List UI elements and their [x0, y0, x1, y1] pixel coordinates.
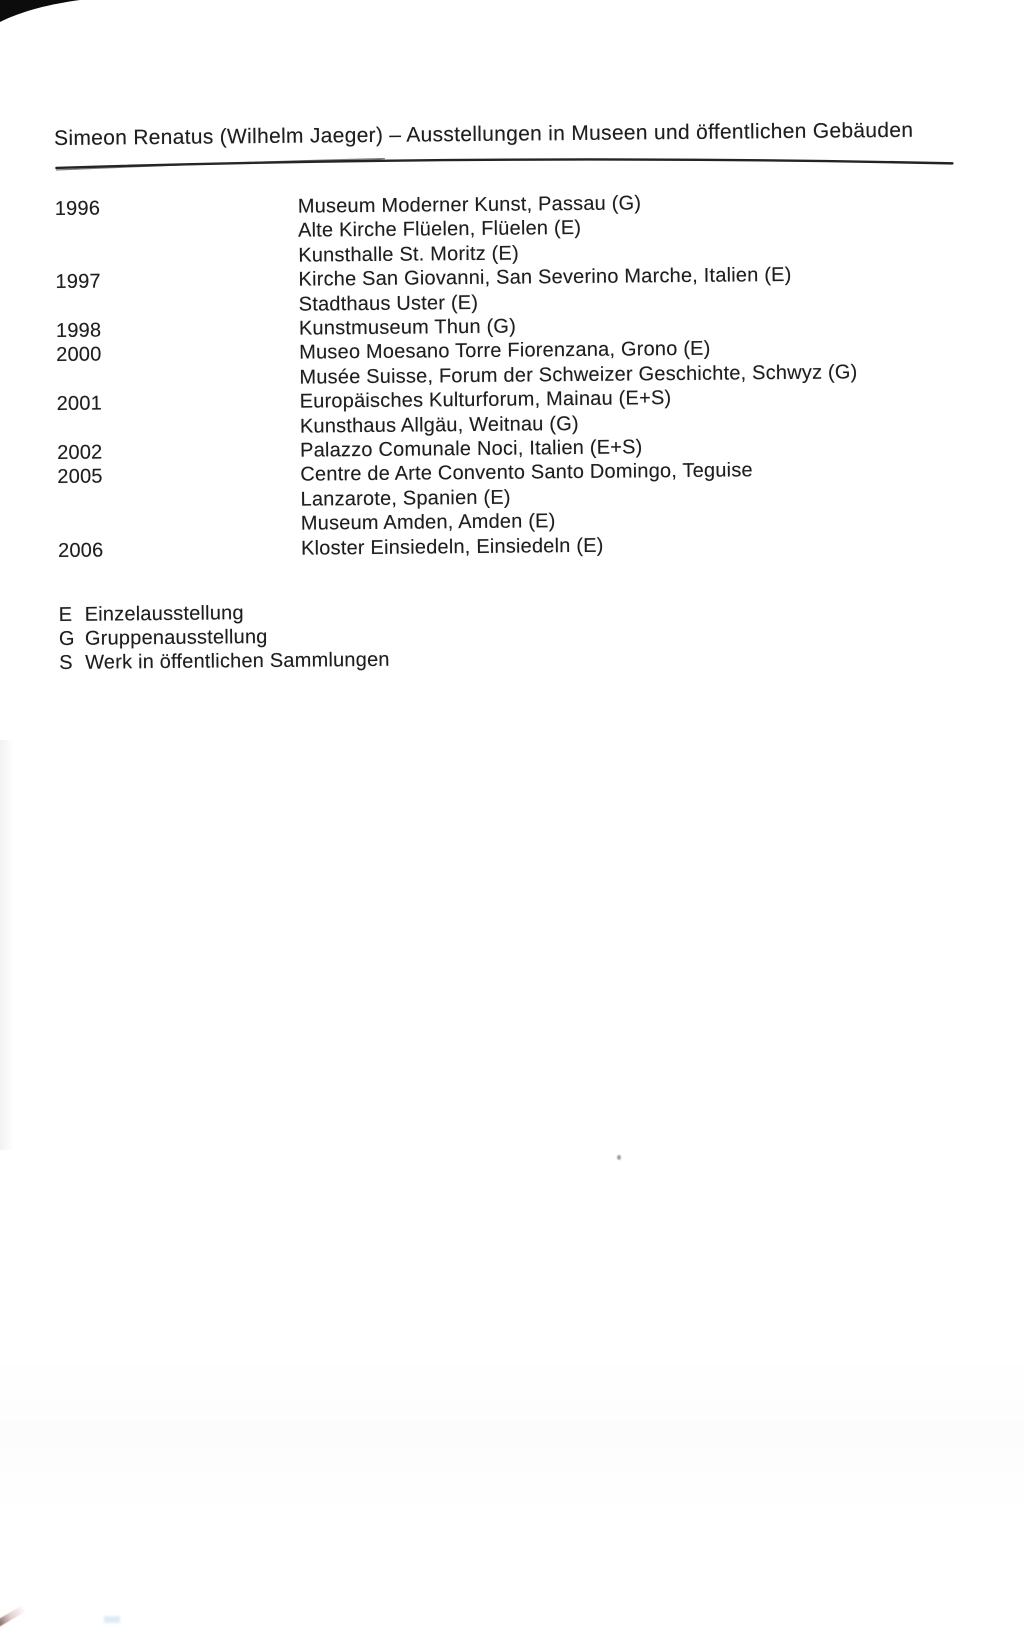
legend-code: G: [58, 627, 75, 651]
exhibition-group: [55, 188, 1001, 270]
year-label: 2005: [57, 466, 103, 489]
exhibition-lines: [298, 188, 1001, 268]
legend-label: Einzelausstellung: [84, 602, 244, 626]
legend-label: Gruppenausstellung: [84, 626, 268, 650]
scan-tint-artifact: [104, 1616, 120, 1623]
year-label: 1998: [55, 319, 102, 343]
year-label: 2002: [57, 441, 103, 465]
exhibition-entry: Museo Moesano Torre Fiorenzana, Grono (E): [299, 338, 711, 365]
exhibition-lines: [298, 261, 1000, 317]
exhibition-entry: Stadthaus Uster (E): [298, 291, 479, 316]
legend-code: E: [58, 603, 73, 627]
scan-shading-left-artifact: [0, 740, 14, 1150]
exhibition-entry: Centre de Arte Convento Santo Domingo, Teguise: [300, 459, 753, 487]
exhibition-entry: Alte Kirche Flüelen, Flüelen (E): [297, 217, 582, 243]
exhibition-entry: Europäisches Kulturforum, Mainau (E+S): [299, 387, 672, 413]
exhibition-lines: [300, 456, 1003, 536]
scan-speck-artifact: [617, 1155, 621, 1160]
exhibition-entry: Museum Moderner Kunst, Passau (G): [297, 192, 642, 218]
exhibition-entry: Museum Amden, Amden (E): [300, 510, 556, 535]
exhibition-group: [57, 456, 1003, 538]
year-label: 2001: [56, 392, 103, 416]
exhibition-entry: Palazzo Comunale Noci, Italien (E+S): [300, 436, 643, 462]
exhibition-entry: Lanzarote, Spanien (E): [300, 486, 511, 511]
legend-code: S: [59, 651, 73, 675]
document-content: [54, 117, 1004, 675]
exhibition-entry: Kloster Einsiedeln, Einsiedeln (E): [300, 534, 604, 560]
scan-shading-bottom-artifact: [0, 1350, 1024, 1520]
exhibition-entry: Kunstmuseum Thun (G): [298, 315, 517, 340]
exhibition-entry: Musée Suisse, Forum der Schweizer Geschichte, Schwyz (G): [299, 361, 858, 389]
year-label: 1997: [55, 270, 101, 294]
exhibition-entry: Kunsthalle St. Moritz (E): [298, 242, 519, 267]
scan-corner-fold-artifact: [0, 0, 100, 30]
exhibition-list: [55, 188, 1003, 563]
exhibition-entry: Kunsthaus Allgäu, Weitnau (G): [299, 412, 579, 438]
page-title: Simeon Renatus (Wilhelm Jaeger) – Ausstellungen in Museen und öffentlichen Gebäuden: [54, 118, 914, 150]
exhibition-entry: Kirche San Giovanni, San Severino Marche, Italien (E): [298, 264, 792, 291]
legend: [59, 594, 1005, 675]
year-label: 2000: [56, 343, 102, 367]
exhibition-lines: [299, 334, 1001, 390]
year-label: 2006: [57, 539, 104, 562]
year-label: 1996: [54, 197, 101, 220]
exhibition-lines: [300, 383, 1002, 439]
legend-label: Werk in öffentlichen Sammlungen: [85, 648, 390, 674]
